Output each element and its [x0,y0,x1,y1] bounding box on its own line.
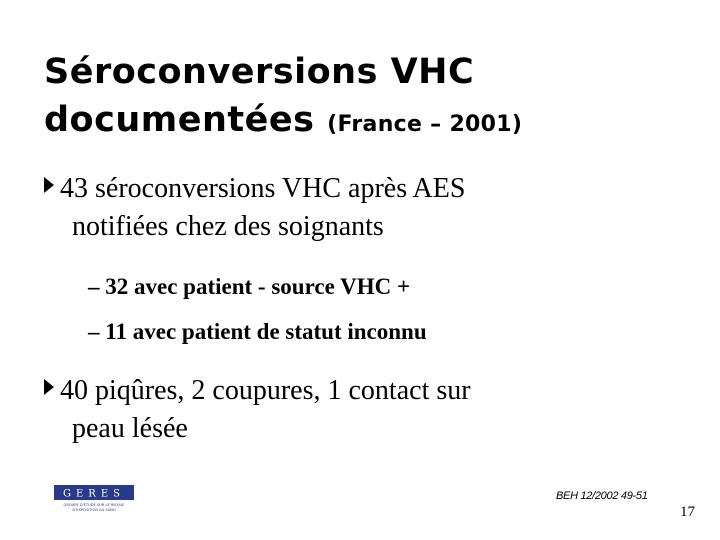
bullet-1-line-2: notifiées chez des soignants [72,211,384,242]
bullet-arrow-icon [44,177,54,193]
sub-bullet-2: – 11 avec patient de statut inconnu [88,319,427,344]
bullet-arrow-icon [44,379,54,395]
logo-text: GERES [63,488,125,500]
bullet-item-2 [44,372,664,448]
logo-subtext-2: D'EXPOSITION AU SANG [72,508,116,512]
bullet-1-line-1: 43 séroconversions VHC après AES [60,173,466,204]
title-line-1: Séroconversions VHC [44,52,475,92]
title-main-word: documentées [44,100,315,140]
slide-title [44,48,684,149]
reference-citation: BEH 12/2002 49-51 [556,490,648,502]
title-subtitle: (France – 2001) [327,112,523,137]
logo-subtext-1: GROUPE D'ÉTUDE SUR LE RISQUE [63,503,125,507]
bullet-2-line-2: peau lésée [72,413,188,444]
title-line-2 [44,96,684,149]
sub-bullet-1: – 32 avec patient - source VHC + [88,274,411,299]
geres-logo [52,484,136,514]
bullet-2-line-1: 40 piqûres, 2 coupures, 1 contact sur [60,375,471,406]
page-number: 17 [680,504,695,520]
bullet-item-1 [44,170,664,246]
